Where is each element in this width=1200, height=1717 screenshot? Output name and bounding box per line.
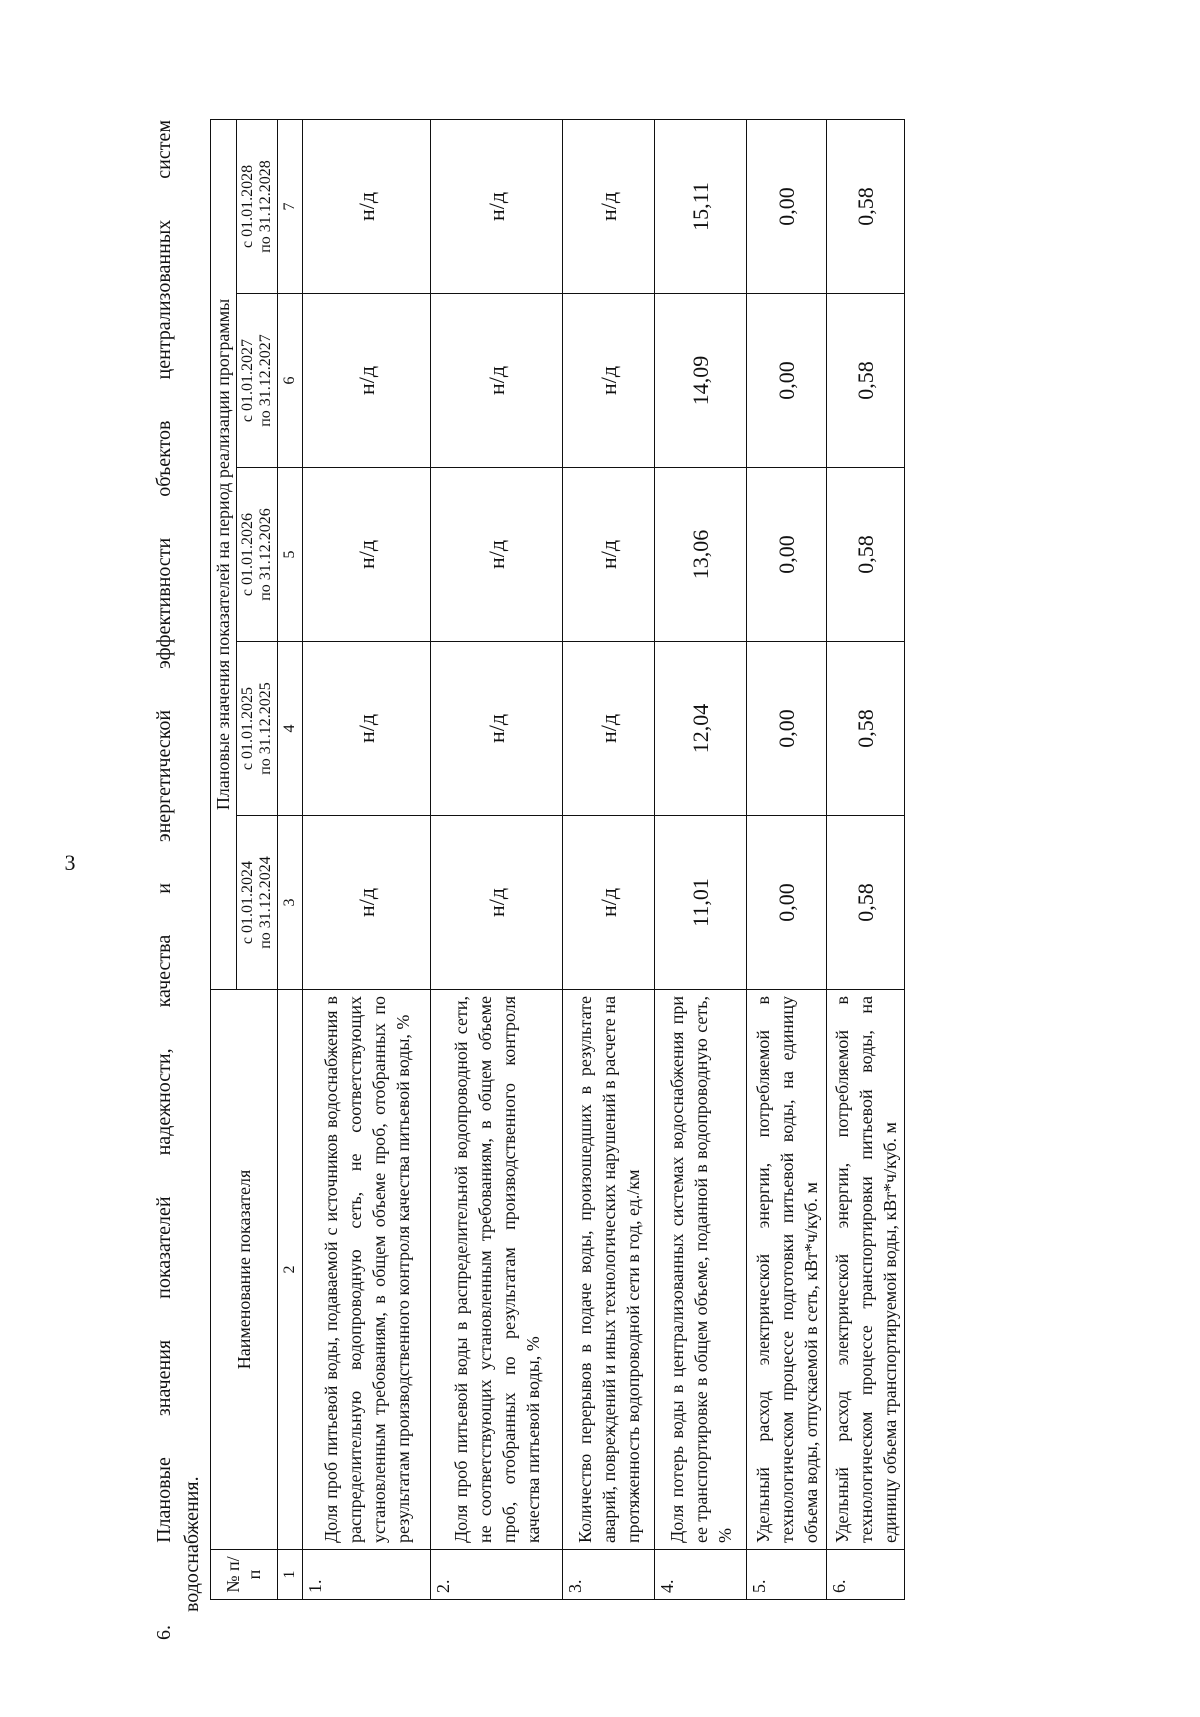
row-value: 0,58: [827, 468, 905, 642]
row-value: 0,00: [747, 642, 827, 816]
table-header-row-1: [211, 119, 237, 1599]
row-value: н/д: [303, 119, 431, 293]
header-name: Наименование показателя: [211, 990, 278, 1550]
row-value: н/д: [563, 642, 655, 816]
row-number: 5.: [747, 1550, 827, 1600]
row-value: 11,01: [655, 816, 747, 990]
section-heading-line2: водоснабжения.: [181, 1476, 203, 1612]
header-period-5: с 01.01.2028 по 31.12.2028: [237, 119, 278, 293]
column-number: 5: [278, 468, 303, 642]
row-indicator-name: Доля проб питьевой воды в распределительной водопроводной сети, не соответствующих установленным требованиям, в общем объеме проб, отобранных по результатам производственного контроля качества питьевой воды, %: [431, 990, 563, 1550]
row-number: 1.: [303, 1550, 431, 1600]
table-row: [563, 119, 655, 1599]
row-value: н/д: [431, 816, 563, 990]
row-value: 0,58: [827, 816, 905, 990]
row-value: н/д: [431, 294, 563, 468]
section-number: 6.: [153, 1625, 175, 1640]
row-value: н/д: [303, 468, 431, 642]
row-value: н/д: [431, 119, 563, 293]
row-value: н/д: [563, 816, 655, 990]
row-indicator-name: Количество перерывов в подаче воды, произошедших в результате аварий, повреждений и иных технологических нарушений в расчете на протяженность водопроводной сети в год, ед./км: [563, 990, 655, 1550]
section-heading-text: Плановые значения показателей надежности, качества и энергетической эффективности объектов централизованных систем: [153, 120, 175, 1543]
row-number: 3.: [563, 1550, 655, 1600]
row-indicator-name: Доля потерь воды в централизованных системах водоснабжения при ее транспортировке в общем объеме, поданной в водопроводную сеть, %: [655, 990, 747, 1550]
column-number: 7: [278, 119, 303, 293]
indicators-table: [210, 119, 905, 1600]
row-value: н/д: [431, 468, 563, 642]
row-value: 0,00: [747, 294, 827, 468]
rotated-page-content: [150, 120, 1060, 1640]
row-value: 15,11: [655, 119, 747, 293]
row-number: 4.: [655, 1550, 747, 1600]
page-number: 3: [64, 850, 76, 875]
table-row: [431, 119, 563, 1599]
column-number: 1: [278, 1550, 303, 1600]
header-group: Плановые значения показателей на период реализации программы: [211, 119, 237, 989]
header-num: № п/п: [211, 1550, 278, 1600]
row-value: 0,00: [747, 468, 827, 642]
row-value: 14,09: [655, 294, 747, 468]
row-value: н/д: [563, 294, 655, 468]
section-heading-line1: [150, 120, 178, 1640]
row-value: 0,00: [747, 119, 827, 293]
row-value: н/д: [563, 119, 655, 293]
header-period-4: с 01.01.2027 по 31.12.2027: [237, 294, 278, 468]
table-row: [747, 119, 827, 1599]
row-value: н/д: [303, 816, 431, 990]
header-period-3: с 01.01.2026 по 31.12.2026: [237, 468, 278, 642]
row-value: 0,58: [827, 294, 905, 468]
header-period-2: с 01.01.2025 по 31.12.2025: [237, 642, 278, 816]
column-number: 4: [278, 642, 303, 816]
row-value: 12,04: [655, 642, 747, 816]
row-number: 6.: [827, 1550, 905, 1600]
row-value: 13,06: [655, 468, 747, 642]
row-indicator-name: Удельный расход электрической энергии, потребляемой в технологическом процессе транспортировки питьевой воды, на единицу объема транспортируемой воды, кВт*ч/куб. м: [827, 990, 905, 1550]
row-value: н/д: [563, 468, 655, 642]
row-value: 0,58: [827, 119, 905, 293]
table-row: [303, 119, 431, 1599]
header-period-1: с 01.01.2024 по 31.12.2024: [237, 816, 278, 990]
column-number: 6: [278, 294, 303, 468]
column-number: 2: [278, 990, 303, 1550]
table-row: [655, 119, 747, 1599]
column-number: 3: [278, 816, 303, 990]
row-indicator-name: Удельный расход электрической энергии, потребляемой в технологическом процессе подготовки питьевой воды, на единицу объема воды, отпускаемой в сеть, кВт*ч/куб. м: [747, 990, 827, 1550]
row-value: н/д: [431, 642, 563, 816]
table-row: [827, 119, 905, 1599]
section-heading: [150, 120, 206, 1640]
row-value: н/д: [303, 642, 431, 816]
row-value: 0,00: [747, 816, 827, 990]
row-value: н/д: [303, 294, 431, 468]
row-number: 2.: [431, 1550, 563, 1600]
row-value: 0,58: [827, 642, 905, 816]
column-numbers-row: [278, 119, 303, 1599]
row-indicator-name: Доля проб питьевой воды, подаваемой с источников водоснабжения в распределительную водопроводную сеть, не соответствующих установленным требованиям, в общем объеме проб, отобранных по результатам производственного контроля качества питьевой воды, %: [303, 990, 431, 1550]
